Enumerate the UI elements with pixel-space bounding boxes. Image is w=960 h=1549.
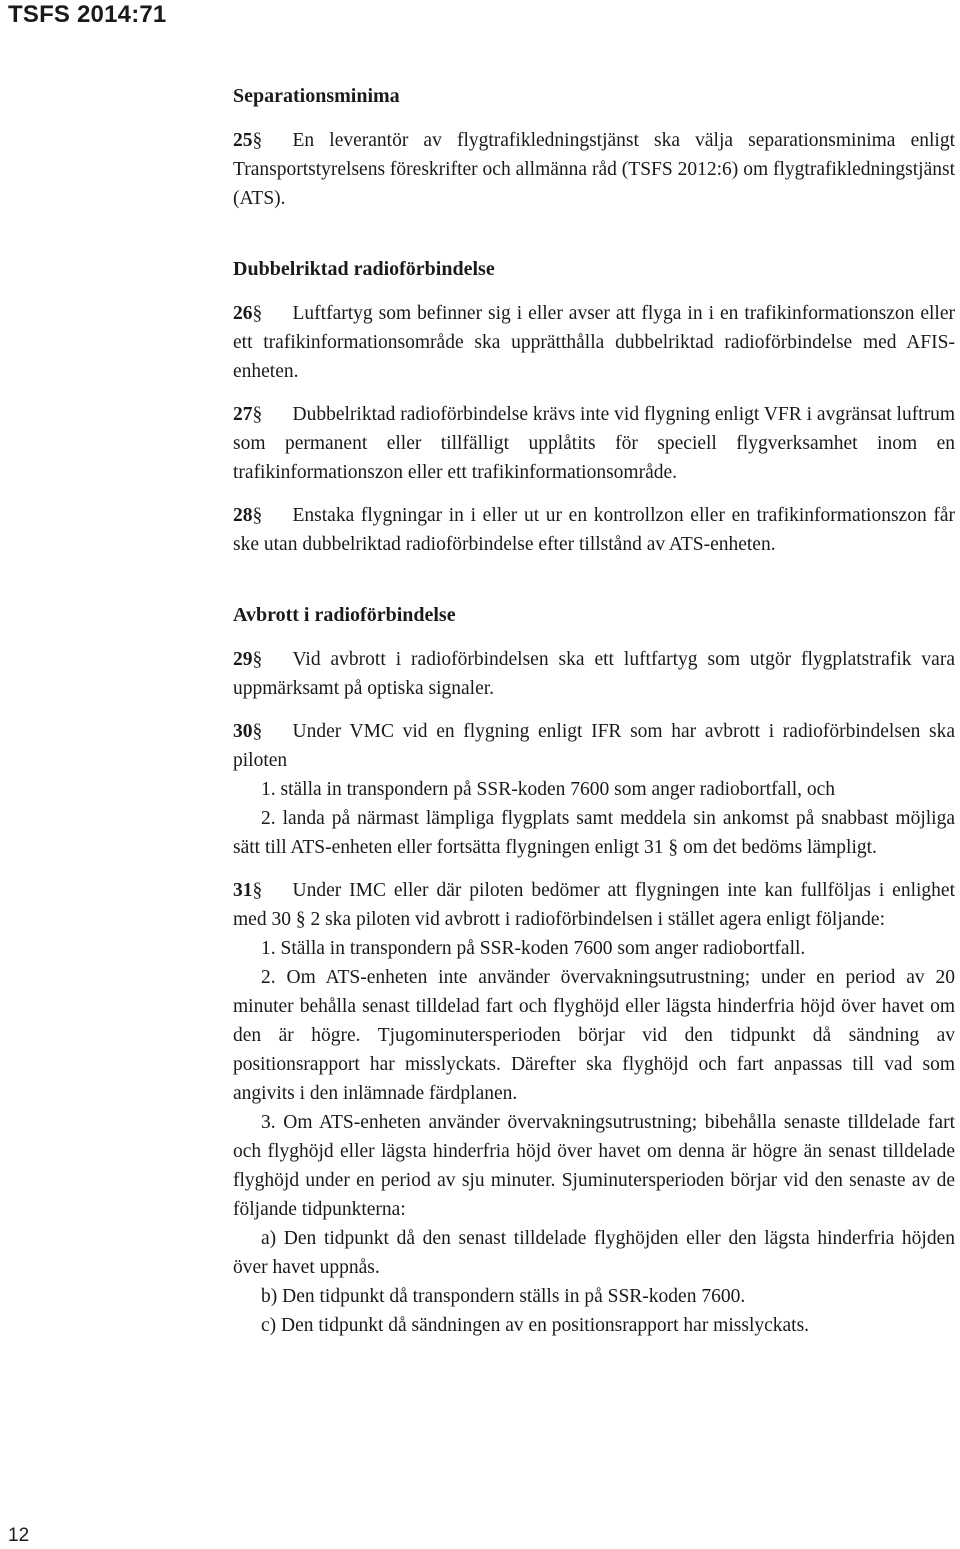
paragraph-25 — [233, 126, 955, 213]
list-item-31-c: c) Den tidpunkt då sändningen av en positionsrapport har misslyckats. — [261, 1315, 810, 1336]
section-sign: § — [252, 303, 263, 324]
heading-avbrott: Avbrott i radioförbindelse — [233, 604, 456, 626]
section-sign: § — [252, 505, 263, 526]
page-number: 12 — [8, 1525, 30, 1546]
section-sign: § — [252, 130, 263, 151]
list-item-30-1: 1. ställa in transpondern på SSR-koden 7600 som anger radiobortfall, och — [261, 779, 836, 800]
section-number: 30 — [233, 721, 253, 742]
section-sign: § — [252, 649, 263, 670]
list-item-31-2: 2. Om ATS-enheten inte använder övervakningsutrustning; under en period av 20 minuter behålla senast tilldelad fart och flyghöjd eller lägsta hinderfria höjd över havet om den är högre. Tjugominutersperioden börjar vid den tidpunkt då sändning av positionsrapport har misslyckats. Därefter ska flyghöjd och fart anpassas till vad som angivits i den inlämnade färdplanen. — [233, 967, 955, 1104]
list-item-30-2: 2. landa på närmast lämpliga flygplats samt meddela sin ankomst på snabbast möjliga sätt till ATS-enheten eller fortsätta flygningen enligt 31 § om det bedöms lämpligt. — [233, 808, 955, 858]
paragraph-31 — [233, 876, 955, 934]
list-item-31-3: 3. Om ATS-enheten använder övervakningsutrustning; bibehålla senaste tilldelade fart och flyghöjd eller lägsta hinderfria höjd över havet om denna är högre än senast tilldelade flyghöjd under en period av sju minuter. Sjuminutersperioden börjar vid den senaste av de följande tidpunkterna: — [233, 1112, 955, 1220]
paragraph-text: Enstaka flygningar in i eller ut ur en kontrollzon eller en trafikinformationszon får ske utan dubbelriktad radioförbindelse efter tillstånd av ATS-enheten. — [233, 505, 955, 555]
paragraph-text: Under VMC vid en flygning enligt IFR som har avbrott i radioförbindelsen ska piloten — [233, 721, 955, 771]
paragraph-30 — [233, 717, 955, 775]
list-item-31-b: b) Den tidpunkt då transpondern ställs in på SSR-koden 7600. — [261, 1286, 746, 1307]
paragraph-text: Under IMC eller där piloten bedömer att flygningen inte kan fullföljas i enlighet med 30 § 2 ska piloten vid avbrott i radioförbindelsen i stället agera enligt följande: — [233, 880, 955, 930]
paragraph-28 — [233, 501, 955, 559]
section-number: 29 — [233, 649, 253, 670]
paragraph-27 — [233, 400, 955, 487]
section-number: 26 — [233, 303, 253, 324]
section-number: 28 — [233, 505, 253, 526]
paragraph-29 — [233, 645, 955, 703]
running-header: TSFS 2014:71 — [8, 1, 167, 28]
section-sign: § — [252, 721, 263, 742]
section-number: 27 — [233, 404, 253, 425]
heading-separationsminima: Separationsminima — [233, 85, 400, 107]
paragraph-text: En leverantör av flygtrafikledningstjänst ska välja separationsminima enligt Transportstyrelsens föreskrifter och allmänna råd (TSFS 2012:6) om flygtrafikledningstjänst (ATS). — [233, 130, 955, 209]
paragraph-text: Luftfartyg som befinner sig i eller avser att flyga in i en trafikinformationszon eller ett trafikinformationsområde ska upprätthålla dubbelriktad radioförbindelse med AFIS-enheten. — [233, 303, 955, 382]
list-item-31-1: 1. Ställa in transpondern på SSR-koden 7600 som anger radiobortfall. — [261, 938, 806, 959]
paragraph-text: Dubbelriktad radioförbindelse krävs inte vid flygning enligt VFR i avgränsat luftrum som permanent eller tillfälligt upplåtits för speciell flygverksamhet inom en trafikinformationszon eller ett trafikinformationsområde. — [233, 404, 956, 483]
document-body — [233, 80, 955, 1340]
paragraph-text: Vid avbrott i radioförbindelsen ska ett luftfartyg som utgör flygplatstrafik vara uppmärksamt på optiska signaler. — [233, 649, 955, 699]
section-sign: § — [252, 880, 263, 901]
paragraph-26 — [233, 299, 955, 386]
heading-dubbelriktad: Dubbelriktad radioförbindelse — [233, 258, 495, 280]
list-item-31-a: a) Den tidpunkt då den senast tilldelade flyghöjden eller den lägsta hinderfria höjden över havet uppnås. — [233, 1228, 955, 1278]
section-number: 31 — [233, 880, 253, 901]
section-sign: § — [252, 404, 263, 425]
section-number: 25 — [233, 130, 253, 151]
